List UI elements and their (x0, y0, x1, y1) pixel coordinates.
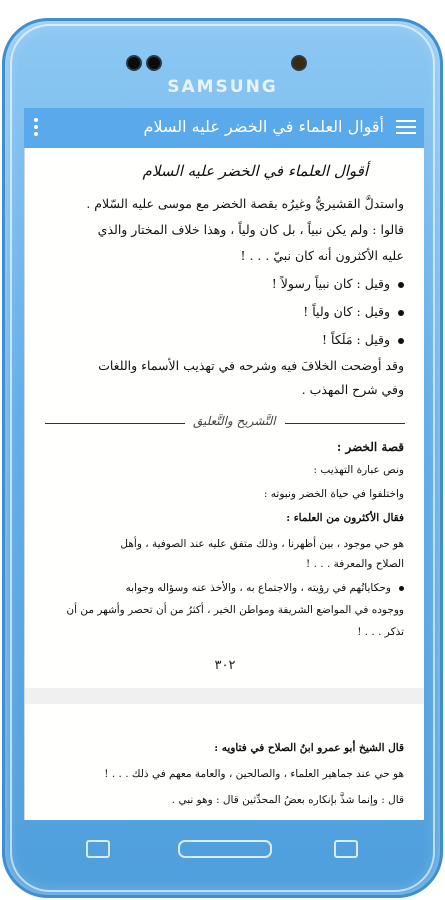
bullet-item (54, 276, 404, 291)
text-line: عليه الأكثرون أنه كان نبيّ . . . ! (240, 248, 404, 263)
bullet-item (54, 582, 404, 594)
text-line: واختلفوا في حياة الخضر ونبوته : (263, 488, 404, 500)
text-line: وفي شرح المهذب . (301, 382, 404, 397)
divider-rule (285, 423, 405, 424)
section-label: التَّشريح والتَّعليق (193, 414, 276, 428)
front-camera-icon (148, 57, 160, 69)
book-page (24, 148, 424, 820)
back-key[interactable] (86, 840, 110, 858)
text-line: ونص عبارة التهذيب : (313, 464, 404, 476)
page-heading: أقوال العلماء في الخضر عليه السلام (142, 162, 368, 180)
bullet-icon (399, 586, 404, 591)
bullet-text: وحكاياتُهم في رؤيته ، والاجتماع به ، والأخذ عنه وسؤاله وجوابه (125, 582, 391, 594)
bullet-icon (398, 282, 404, 288)
text-line: الصلاح والمعرفة . . . ! (306, 558, 404, 570)
subheading: قصة الخضر : (336, 440, 404, 454)
section-divider (45, 414, 405, 434)
home-key[interactable] (178, 840, 272, 858)
hamburger-icon[interactable] (396, 120, 416, 136)
app-screen (24, 108, 424, 820)
text-line: قالوا : ولم يكن نبياً ، بل كان ولياً ، وهذا خلاف المختار والذي (97, 222, 404, 237)
bullet-icon (398, 338, 404, 344)
camera-icon (293, 57, 305, 69)
recent-apps-key[interactable] (334, 840, 358, 858)
sensor-icon (128, 57, 140, 69)
page-break (25, 688, 424, 704)
device-brand: SAMSUNG (167, 77, 278, 97)
text-line: ووجوده في المواضع الشريفة ومواطن الخير ، أكثرُ من أن تحصر وأشهر من أن (66, 604, 404, 616)
bullet-icon (398, 310, 404, 316)
text-line: قال الشيخ أبو عمرو ابنُ الصلاح في فتاويه : (214, 742, 404, 754)
text-line: هو حي عند جماهير العلماء ، والصالحين ، والعامة معهم في ذلك . . . ! (104, 768, 404, 780)
more-vertical-icon[interactable] (34, 118, 40, 138)
bullet-item (54, 304, 404, 319)
text-line: وقد أوضحت الخلافَ فيه وشرحه في تهذيب الأسماء واللغات (98, 358, 404, 373)
bullet-item (54, 332, 404, 347)
app-bar-title: أقوال العلماء في الخضر عليه السلام (143, 117, 384, 136)
bullet-text: وقيل : مَلَكاً ! (322, 332, 390, 347)
divider-rule (45, 423, 185, 424)
bullet-text: وقيل : كان نبياً رسولاً ! (271, 276, 390, 291)
page-number: ٣٠٢ (214, 658, 236, 673)
text-line: تذكر . . . ! (357, 626, 404, 638)
text-line: هو حي موجود ، بين أظهرنا ، وذلك متفق عليه عند الصوفية ، وأهل (120, 538, 404, 550)
bullet-text: وقيل : كان ولياً ! (303, 304, 390, 319)
text-line: قال : وإنما شذَّ بإنكاره بعضُ المحدِّثين قال : وهو نبي . (171, 794, 404, 806)
text-line: واستدلَّ القشيريُّ وغيرُه بقصة الخضر مع موسى عليه السّلام . (86, 196, 404, 211)
text-line: فقال الأكثرون من العلماء : (286, 512, 404, 524)
app-bar (24, 108, 424, 148)
